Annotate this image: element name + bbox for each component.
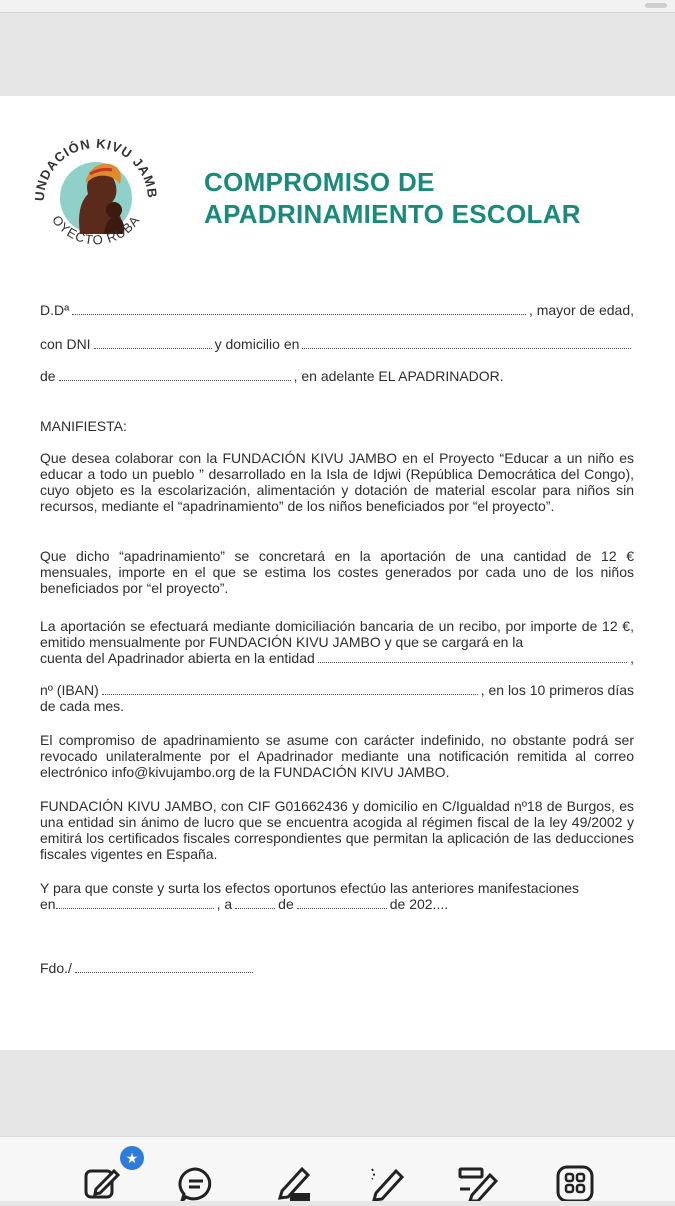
title-line-2: APADRINAMIENTO ESCOLAR <box>204 199 581 229</box>
iban-suffix: , en los 10 primeros días <box>480 682 634 698</box>
date-year-label: de 202.... <box>389 896 449 912</box>
paragraph-5: El compromiso de apadrinamiento se asume con carácter indefinido, no obstante podrá ser revocado unilateralmente por el Apadrinador mediante una notificación remitida al correo electrónico info@kivujambo.org de la FUNDACIÓN KIVU JAMBO. <box>40 732 634 780</box>
entidad-blank[interactable] <box>318 661 627 663</box>
field-domicilio-label: y domicilio en <box>214 336 300 352</box>
field-dd-suffix: , mayor de edad, <box>528 302 634 318</box>
signature-line <box>40 960 634 976</box>
logo-arc-bottom: OYECTO RUBA <box>49 212 143 248</box>
date-line <box>40 896 634 912</box>
field-de-label: de <box>40 368 56 384</box>
document-page <box>0 96 675 1050</box>
field-dni-label: con DNI <box>40 336 91 352</box>
paragraph-2: Que dicho “apadrinamiento” se concretará en la aportación de una cantidad de 12 € mensuales, importe en el que se estima los costes generados por cada uno de los niños beneficiados por “el proyecto”. <box>40 548 634 596</box>
entidad-label: cuenta del Apadrinador abierta en la entidad <box>40 650 315 666</box>
iban-line-2: de cada mes. <box>40 698 125 714</box>
field-de-suffix: , en adelante EL APADRINADOR. <box>293 368 504 384</box>
more-tools-icon[interactable] <box>556 1165 596 1201</box>
page-gap <box>0 1050 675 1136</box>
field-name-line <box>40 302 634 318</box>
manifiesta-heading: MANIFIESTA: <box>40 418 127 434</box>
date-a-label: , a <box>216 896 233 912</box>
domicilio-blank[interactable] <box>302 347 631 349</box>
scroll-handle[interactable] <box>645 3 667 8</box>
edit-icon[interactable] <box>82 1165 122 1201</box>
logo-arc-top: UNDACIÓN KIVU JAMB <box>31 135 161 202</box>
iban-blank[interactable] <box>102 693 478 695</box>
signature-label: Fdo./ <box>40 960 72 976</box>
comment-icon[interactable] <box>176 1165 216 1201</box>
signature-blank[interactable] <box>75 971 253 973</box>
fundacion-logo <box>26 128 166 258</box>
paragraph-7-line-1: Y para que conste y surta los efectos oportunos efectúo las anteriores manifestaciones <box>40 880 580 896</box>
iban-label: nº (IBAN) <box>40 682 99 698</box>
place-blank[interactable] <box>56 907 214 909</box>
paragraph-3: La aportación se efectuará mediante domiciliación bancaria de un recibo, por importe de 12 €, emitido mensualmente por FUNDACIÓN KIVU JAMBO y que se cargará en la <box>40 618 634 650</box>
star-icon: ★ <box>120 1146 144 1170</box>
name-blank[interactable] <box>72 313 526 315</box>
bottom-toolbar <box>0 1136 675 1201</box>
entidad-line <box>40 650 634 666</box>
field-dni-line <box>40 336 634 352</box>
fill-form-icon[interactable] <box>458 1165 498 1201</box>
sign-icon[interactable] <box>366 1165 406 1201</box>
de-blank[interactable] <box>59 379 291 381</box>
entidad-suffix: , <box>630 650 634 666</box>
dni-blank[interactable] <box>94 347 212 349</box>
field-dd-label: D.Dª <box>40 302 70 318</box>
highlight-icon[interactable] <box>272 1165 312 1201</box>
day-blank[interactable] <box>235 907 275 909</box>
paragraph-6: FUNDACIÓN KIVU JAMBO, con CIF G01662436 y domicilio en C/Igualdad nº18 de Burgos, es una entidad sin ánimo de lucro que se encuentra acogida al régimen fiscal de la ley 49/2002 y emitirá los certificados fiscales correspondientes que permitan la aplicación de las deducciones fiscales vigentes en España. <box>40 798 634 862</box>
date-de-label: de <box>278 896 294 912</box>
top-bar <box>0 0 675 13</box>
document-title <box>204 166 644 230</box>
iban-line <box>40 682 634 698</box>
month-blank[interactable] <box>297 907 387 909</box>
title-line-1: COMPROMISO DE <box>204 167 435 197</box>
paragraph-1: Que desea colaborar con la FUNDACIÓN KIVU JAMBO en el Proyecto “Educar a un niño es educar a todo un pueblo ” desarrollado en la Isla de Idjwi (República Democrática del Congo), cuyo objeto es la escolarización, alimentación y dotación de material escolar para niños sin recursos, mediante el “apadrinamiento” de los niños beneficiados por “el proyecto”. <box>40 450 634 514</box>
date-en-label: en <box>40 896 56 912</box>
field-de-line <box>40 368 634 384</box>
